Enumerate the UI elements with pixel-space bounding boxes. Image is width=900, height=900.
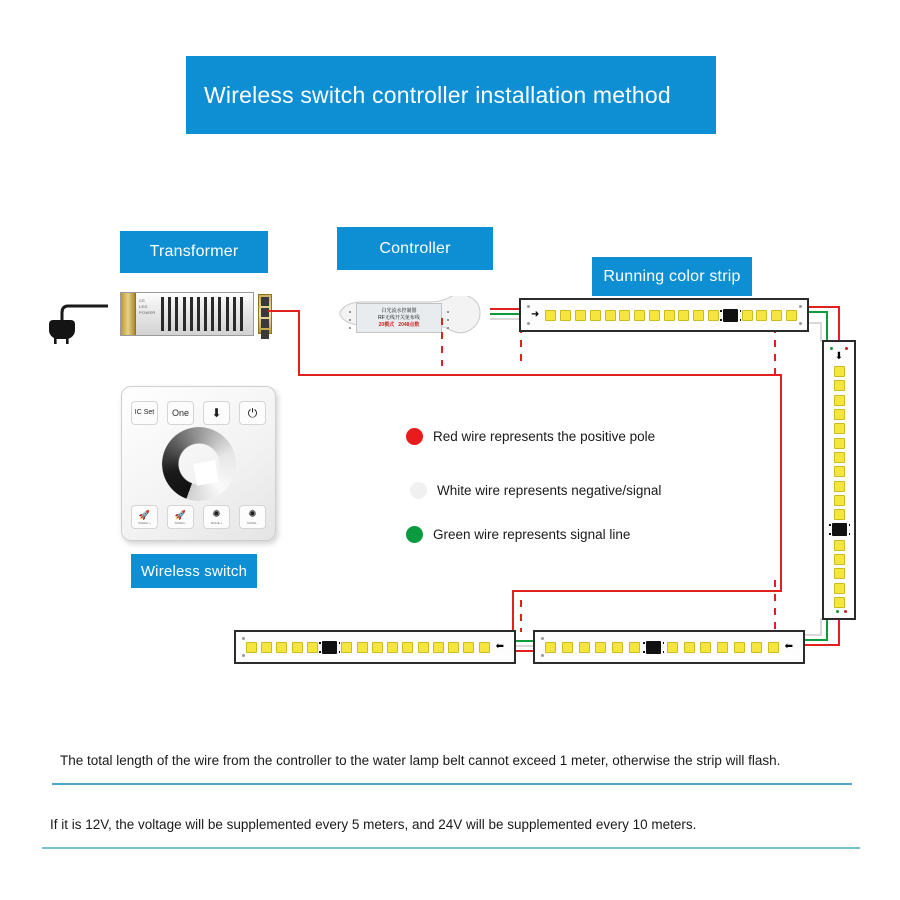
legend-dot-white-icon bbox=[410, 482, 427, 499]
button-one[interactable] bbox=[167, 401, 194, 425]
wire-bottom-joint-white bbox=[513, 645, 535, 647]
button-down[interactable] bbox=[203, 401, 230, 425]
legend-label-white: White wire represents negative/signal bbox=[437, 483, 662, 498]
legend-item-green bbox=[406, 526, 630, 543]
strip-direction-arrow-icon: ➜ bbox=[531, 309, 540, 320]
label-controller: Controller bbox=[337, 227, 493, 270]
wire-vert-red-in bbox=[838, 306, 840, 342]
strip-direction-arrow-icon: ⬅ bbox=[784, 641, 793, 652]
ac-power-plug-icon bbox=[46, 296, 108, 344]
button-mode-down[interactable] bbox=[239, 505, 266, 529]
wire-dashed-right-bottom bbox=[774, 580, 776, 630]
legend-item-red bbox=[406, 428, 655, 445]
wire-ctrl-red bbox=[490, 308, 520, 310]
wire-bottom-red-in bbox=[800, 644, 840, 646]
wire-dashed-ctrl bbox=[441, 318, 443, 366]
rocket-icon: 🚀 bbox=[174, 510, 187, 520]
transformer-device bbox=[104, 292, 270, 336]
button-speed-down-label: SPEED - bbox=[174, 521, 187, 525]
wire-dashed-topstrip bbox=[520, 326, 522, 366]
strip-direction-arrow-icon: ⬅ bbox=[495, 641, 504, 652]
led-strip-bottom-right bbox=[533, 630, 805, 664]
wire-red-right-drop bbox=[780, 374, 782, 592]
dial-notch bbox=[193, 460, 218, 485]
strip-direction-arrow-icon: ⬇ bbox=[834, 351, 844, 362]
wire-dashed-right-top bbox=[774, 326, 776, 376]
transformer-output-terminals bbox=[258, 294, 272, 334]
wire-vert-red-out bbox=[838, 618, 840, 646]
note-voltage-supplement: If it is 12V, the voltage will be supplemented every 5 meters, and 24V will be supplemented every 10 meters. bbox=[50, 817, 697, 832]
led-strip-right bbox=[822, 340, 856, 620]
note-wire-length: The total length of the wire from the controller to the water lamp belt cannot exceed 1 meter, otherwise the strip will flash. bbox=[60, 753, 781, 768]
wire-ctrl-green bbox=[490, 313, 520, 315]
wire-dashed-bottom-mid bbox=[520, 600, 522, 632]
transformer-vents bbox=[161, 297, 243, 331]
wireless-switch-panel[interactable] bbox=[121, 386, 276, 541]
wire-vert-white-in bbox=[820, 322, 822, 342]
legend-label-green: Green wire represents signal line bbox=[433, 527, 631, 542]
button-speed-up-label: SPEED + bbox=[138, 521, 151, 525]
note-divider-1 bbox=[52, 783, 852, 785]
led-strip-top bbox=[519, 298, 809, 332]
label-wireless-switch: Wireless switch bbox=[131, 554, 257, 588]
controller-text-line2: RF无线开关免布线 bbox=[378, 315, 420, 321]
strip-ic-chip bbox=[832, 523, 847, 536]
transformer-body bbox=[120, 292, 254, 336]
button-ic-set[interactable] bbox=[131, 401, 158, 425]
wire-top-to-vert-red bbox=[806, 306, 840, 308]
wireless-switch-bottom-row bbox=[131, 505, 266, 529]
transformer-print: CE LED POWER bbox=[139, 298, 156, 315]
mode-icon: ✺ bbox=[212, 509, 221, 520]
button-speed-down[interactable] bbox=[167, 505, 194, 529]
label-running-color-strip: Running color strip bbox=[592, 257, 752, 296]
led-strip-bottom-left bbox=[234, 630, 516, 664]
label-transformer: Transformer bbox=[120, 231, 268, 273]
button-one-label: One bbox=[171, 408, 189, 418]
strip-ic-chip bbox=[723, 309, 738, 322]
button-power[interactable] bbox=[239, 401, 266, 425]
wire-transformer-out bbox=[268, 310, 300, 312]
controller-print-label bbox=[356, 303, 442, 333]
button-mode-down-label: MODE - bbox=[247, 521, 258, 525]
wire-ctrl-white bbox=[490, 318, 520, 320]
strip-ic-chip bbox=[646, 641, 661, 654]
wire-bottom-joint-red bbox=[513, 650, 535, 652]
rocket-icon: 🚀 bbox=[138, 510, 151, 520]
transformer-terminal-left bbox=[121, 293, 136, 335]
button-ic-set-label: IC Set bbox=[134, 409, 155, 416]
wire-vert-green-out bbox=[826, 618, 828, 641]
wire-red-main-bus bbox=[298, 374, 782, 376]
controller-text-line3: 20模式 2048点数 bbox=[378, 322, 420, 328]
legend-dot-red-icon bbox=[406, 428, 423, 445]
legend-dot-green-icon bbox=[406, 526, 423, 543]
wireless-switch-top-row bbox=[131, 401, 266, 425]
strip-ic-chip bbox=[322, 641, 337, 654]
legend-item-white bbox=[410, 482, 661, 499]
button-mode-up[interactable] bbox=[203, 505, 230, 529]
legend-label-red: Red wire represents the positive pole bbox=[433, 429, 656, 444]
wire-vert-green-in bbox=[826, 311, 828, 342]
wire-bottom-joint-green bbox=[513, 640, 535, 642]
mode-icon: ✺ bbox=[248, 509, 257, 520]
page-title: Wireless switch controller installation method bbox=[186, 56, 716, 134]
note-divider-2 bbox=[42, 847, 860, 849]
wire-red-bottom-bus bbox=[512, 590, 782, 592]
button-mode-up-label: MODE + bbox=[210, 521, 223, 525]
power-icon: ⏻ bbox=[247, 406, 258, 420]
wire-red-bottom-riser bbox=[512, 590, 514, 632]
wire-red-down-1 bbox=[298, 310, 300, 376]
controller-text-line1: 白光流水控制器 bbox=[381, 308, 417, 314]
button-speed-up[interactable] bbox=[131, 505, 158, 529]
arrow-down-icon: ⬇ bbox=[211, 406, 222, 420]
